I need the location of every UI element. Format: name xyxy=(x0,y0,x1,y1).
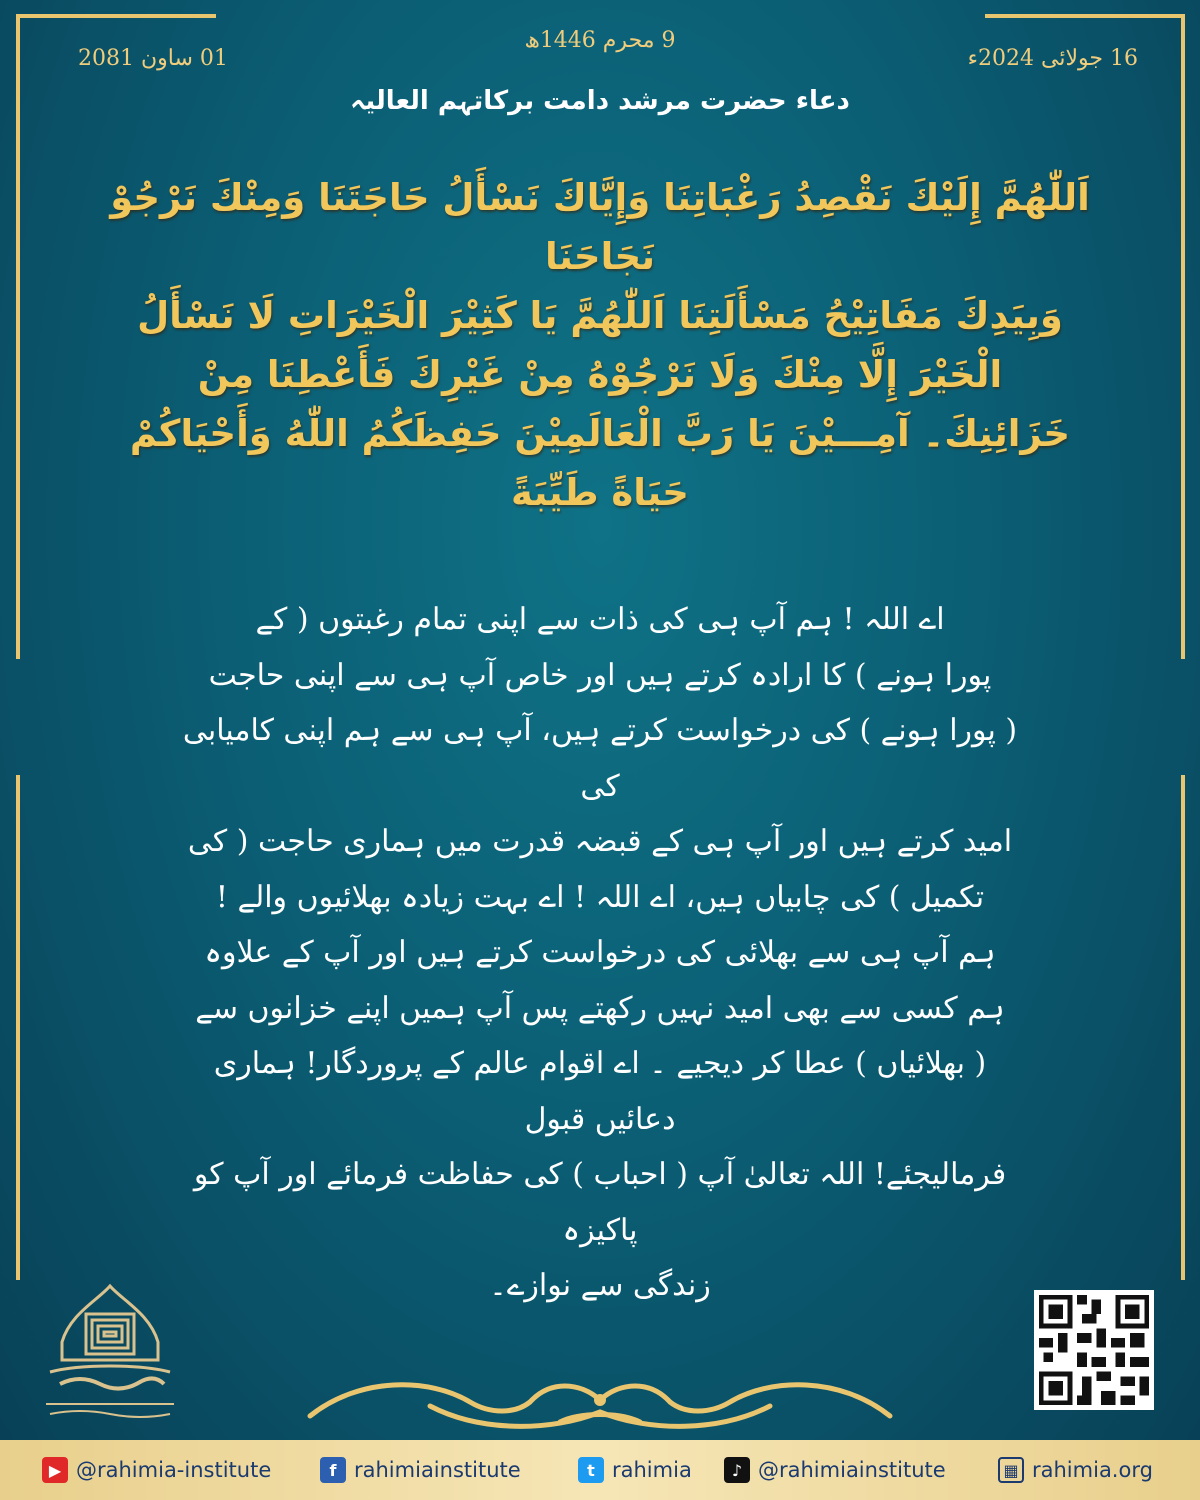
translation-line: فرمالیجئے! اللہ تعالیٰ آپ ( احباب ) کی حفاظت فرمائے اور آپ کو پاکیزہ xyxy=(193,1157,1007,1248)
translation-line: تکمیل ) کی چابیاں ہیں، اے اللہ ! اے بہت زیادہ بھلائیوں والے ! xyxy=(215,879,985,915)
gold-ornament xyxy=(300,1372,900,1434)
dua-line: وَبِيَدِكَ مَفَاتِيْحُ مَسْأَلَتِنَا اَللّٰهُمَّ يَا كَثِيْرَ الْخَيْرَاتِ لَا نَسْأَلُ xyxy=(137,294,1063,337)
translation-line: ( پورا ہونے ) کی درخواست کرتے ہیں، آپ ہی سے ہم اپنی کامیابی کی xyxy=(182,713,1018,804)
date-bikrami: 01 ساون 2081 xyxy=(78,46,228,71)
youtube-icon: ▶ xyxy=(42,1457,68,1483)
dua-line: الْخَيْرَ إِلَّا مِنْكَ وَلَا نَرْجُوْهُ مِنْ غَيْرِكَ فَأَعْطِنَا مِنْ xyxy=(197,353,1003,396)
frame-top-right xyxy=(985,14,1185,18)
dua-arabic xyxy=(80,168,1120,522)
rahimia-logo xyxy=(40,1280,180,1430)
globe-icon: ▦ xyxy=(998,1457,1024,1483)
website-link[interactable] xyxy=(998,1454,1153,1486)
youtube-link[interactable] xyxy=(42,1454,271,1486)
youtube-handle: @rahimia-institute xyxy=(76,1458,272,1482)
frame-top-left xyxy=(16,14,216,18)
social-footer xyxy=(0,1440,1200,1500)
translation-line: پورا ہونے ) کا ارادہ کرتے ہیں اور خاص آپ ہی سے اپنی حاجت xyxy=(208,657,992,693)
frame-right-bottom xyxy=(1181,775,1185,1280)
translation-line: اے اللہ ! ہم آپ ہی کی ذات سے اپنی تمام رغبتوں ( کے xyxy=(255,602,945,637)
dua-line: اَللّٰهُمَّ إِلَيْكَ نَقْصِدُ رَغْبَاتِنَا وَإِيَّاكَ نَسْأَلُ حَاجَتَنَا وَمِنْكَ نَرْجُوْ نَجَاحَنَا xyxy=(110,176,1090,278)
translation-line: ہم آپ ہی سے بھلائی کی درخواست کرتے ہیں اور آپ کے علاوہ xyxy=(204,935,996,970)
date-gregorian: 16 جولائی 2024ء xyxy=(967,46,1138,71)
translation-line: امید کرتے ہیں اور آپ ہی کے قبضہ قدرت میں ہماری حاجت ( کی xyxy=(187,824,1013,859)
page-title: دعاء حضرت مرشد دامت برکاتہم العالیہ xyxy=(350,86,850,116)
twitter-link[interactable] xyxy=(578,1454,692,1486)
twitter-handle: rahimia xyxy=(612,1458,692,1482)
tiktok-handle: @rahimiainstitute xyxy=(758,1458,946,1482)
dua-line: حَيَاةً طَيِّبَةً xyxy=(511,471,689,514)
facebook-icon: f xyxy=(320,1457,346,1483)
tiktok-icon: ♪ xyxy=(724,1457,750,1483)
tiktok-link[interactable] xyxy=(724,1454,946,1486)
urdu-translation xyxy=(170,592,1030,1314)
facebook-link[interactable] xyxy=(320,1454,521,1486)
date-hijri: 9 محرم 1446ھ xyxy=(524,28,676,53)
twitter-icon: t xyxy=(578,1457,604,1483)
dua-line: خَزَائِنِكَ۔ آمِـــيْنَ يَا رَبَّ الْعَالَمِيْنَ حَفِظَكُمُ اللّٰهُ وَأَحْيَاكُمْ xyxy=(129,412,1071,455)
translation-line: زندگی سے نوازے۔ xyxy=(489,1268,711,1303)
qr-code[interactable] xyxy=(1034,1290,1154,1410)
translation-line: ( بھلائیاں ) عطا کر دیجیے ۔ اے اقوام عالم کے پروردگار! ہماری دعائیں قبول xyxy=(213,1046,987,1137)
translation-line: ہم کسی سے بھی امید نہیں رکھتے پس آپ ہمیں اپنے خزانوں سے xyxy=(195,990,1005,1026)
frame-left-bottom xyxy=(16,775,20,1280)
website-url: rahimia.org xyxy=(1032,1458,1153,1482)
facebook-handle: rahimiainstitute xyxy=(354,1458,521,1482)
